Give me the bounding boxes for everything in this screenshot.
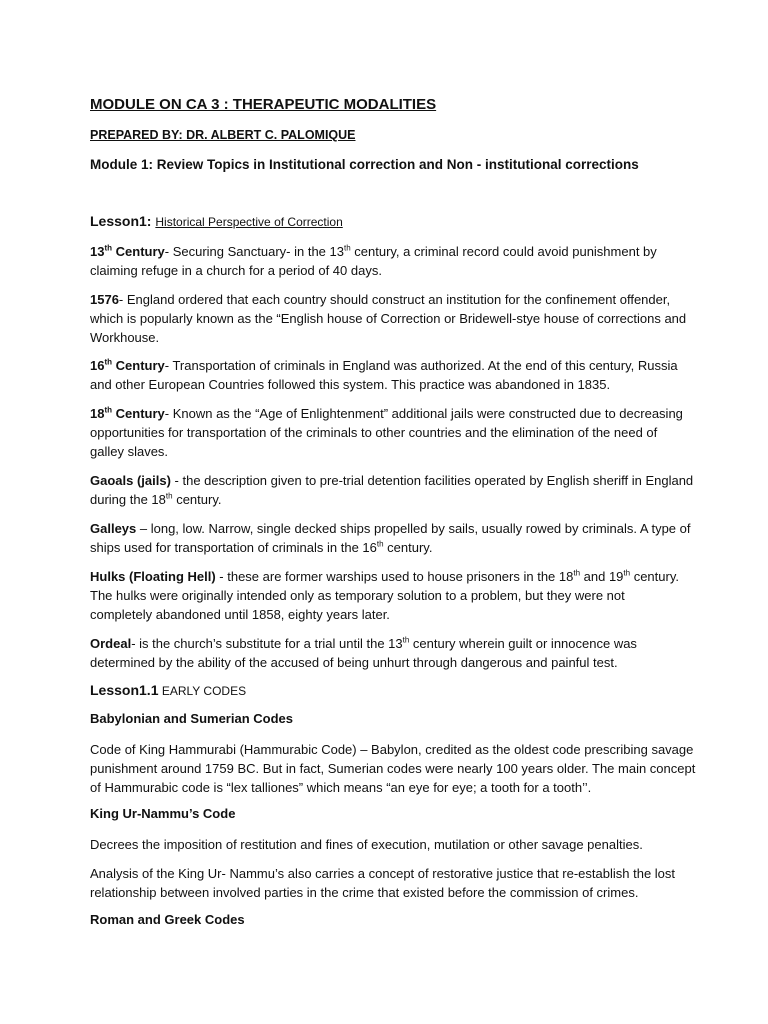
urnammu-heading: King Ur-Nammu’s Code	[90, 806, 236, 821]
superscript: th	[343, 243, 351, 253]
text-line: Decrees the imposition of restitution and fines of execution, mutilation or other savage penalties.	[90, 837, 643, 852]
document-title: MODULE ON CA 3 : THERAPEUTIC MODALITIES	[90, 96, 437, 113]
term-number: 16	[90, 358, 105, 373]
text: - Transportation of criminals in England was authorized. At the end of this century, Russia	[164, 358, 678, 373]
text-line: and other European Countries followed this system. This practice was abandoned in 1835.	[90, 377, 611, 392]
term: Ordeal	[90, 636, 132, 651]
babylonian-heading: Babylonian and Sumerian Codes	[90, 711, 293, 726]
entry-16th-century	[90, 356, 690, 394]
lesson1-1-label: Lesson1.1	[90, 682, 159, 698]
entry-galleys	[90, 519, 690, 557]
text: - these are former warships used to house prisoners in the 18	[215, 569, 574, 584]
term-number: 18	[90, 406, 105, 421]
urnammu-paragraph-2	[90, 864, 690, 902]
text: – long, low. Narrow, single decked ships propelled by sails, usually rowed by criminals. A type of	[136, 521, 691, 536]
superscript: th	[623, 568, 631, 578]
text: and 19	[580, 569, 624, 584]
urnammu-paragraph-1	[90, 835, 690, 854]
text: - the description given to pre-trial detention facilities operated by English sheriff in England	[170, 473, 694, 488]
prepared-by: PREPARED BY: DR. ALBERT C. PALOMIQUE	[90, 128, 356, 142]
roman-greek-heading: Roman and Greek Codes	[90, 912, 245, 927]
text-line: of Hammurabic code is “lex talliones” which means “an eye for eye; a tooth for a tooth’’.	[90, 780, 592, 795]
entry-gaoals	[90, 471, 694, 509]
term-number: 13	[90, 244, 105, 259]
lesson1-topic: Historical Perspective of Correction	[155, 215, 343, 229]
term-superscript: th	[104, 357, 113, 367]
term-label: Century	[112, 406, 165, 421]
entry-hulks	[90, 567, 690, 624]
text: century.	[383, 540, 433, 555]
text-line: relationship between involved parties in the crime that existed before the commission of crimes.	[90, 885, 639, 900]
lesson1-1-topic: EARLY CODES	[158, 684, 247, 698]
text-line: completely abandoned until 1858, eighty years later.	[90, 607, 390, 622]
term-label: Century	[112, 244, 165, 259]
text: - is the church’s substitute for a trial until the 13	[131, 636, 403, 651]
text: century, a criminal record could avoid punishment by	[350, 244, 657, 259]
term: Hulks (Floating Hell)	[90, 569, 216, 584]
text-line: The hulks were originally intended only as temporary solution to a problem, but they were not	[90, 588, 625, 603]
text-line: Analysis of the King Ur- Nammu’s also carries a concept of restorative justice that re-establish the lost	[90, 866, 676, 881]
term-label: Century	[112, 358, 165, 373]
lesson1-heading	[90, 213, 343, 229]
text-line: punishment around 1759 BC. But in fact, Sumerian codes were nearly 100 years older. The main concept	[90, 761, 696, 776]
entry-1576	[90, 290, 690, 347]
text-line: galley slaves.	[90, 444, 169, 459]
text-line: Code of King Hammurabi (Hammurabic Code) – Babylon, credited as the oldest code prescribing savage	[90, 742, 694, 757]
text: - Securing Sanctuary- in the 13	[164, 244, 344, 259]
text-line: claiming refuge in a church for a period of 40 days.	[90, 263, 382, 278]
text-line: which is popularly known as the “English house of Correction or Bridewell-stye house of corrections and	[90, 311, 687, 326]
lesson1-label: Lesson1:	[90, 213, 152, 229]
text-line: Workhouse.	[90, 330, 160, 345]
entry-ordeal	[90, 634, 690, 672]
lesson1-1-heading	[90, 682, 246, 698]
term: Galleys	[90, 521, 137, 536]
text: century wherein guilt or innocence was	[409, 636, 637, 651]
term: 1576	[90, 292, 119, 307]
superscript: th	[376, 539, 384, 549]
entry-18th-century	[90, 404, 690, 461]
text-line: determined by the ability of the accused of being unhurt through dangerous and painful test.	[90, 655, 618, 670]
text-line: opportunities for transportation of the criminals to other countries and the elimination of the need of	[90, 425, 658, 440]
text: ships used for transportation of criminals in the 16	[90, 540, 377, 555]
text: - England ordered that each country should construct an institution for the confinement offender,	[118, 292, 671, 307]
text: during the 18	[90, 492, 166, 507]
superscript: th	[402, 635, 410, 645]
text: century.	[172, 492, 222, 507]
superscript: th	[165, 491, 173, 501]
babylonian-paragraph	[90, 740, 696, 797]
term: Gaoals (jails)	[90, 473, 171, 488]
text: - Known as the “Age of Enlightenment” additional jails were constructed due to decreasing	[164, 406, 683, 421]
superscript: th	[573, 568, 581, 578]
term-superscript: th	[104, 243, 113, 253]
term-superscript: th	[104, 405, 113, 415]
module-heading: Module 1: Review Topics in Institutional correction and Non - institutional corrections	[90, 157, 639, 172]
text: century.	[630, 569, 679, 584]
entry-13th-century	[90, 242, 690, 280]
